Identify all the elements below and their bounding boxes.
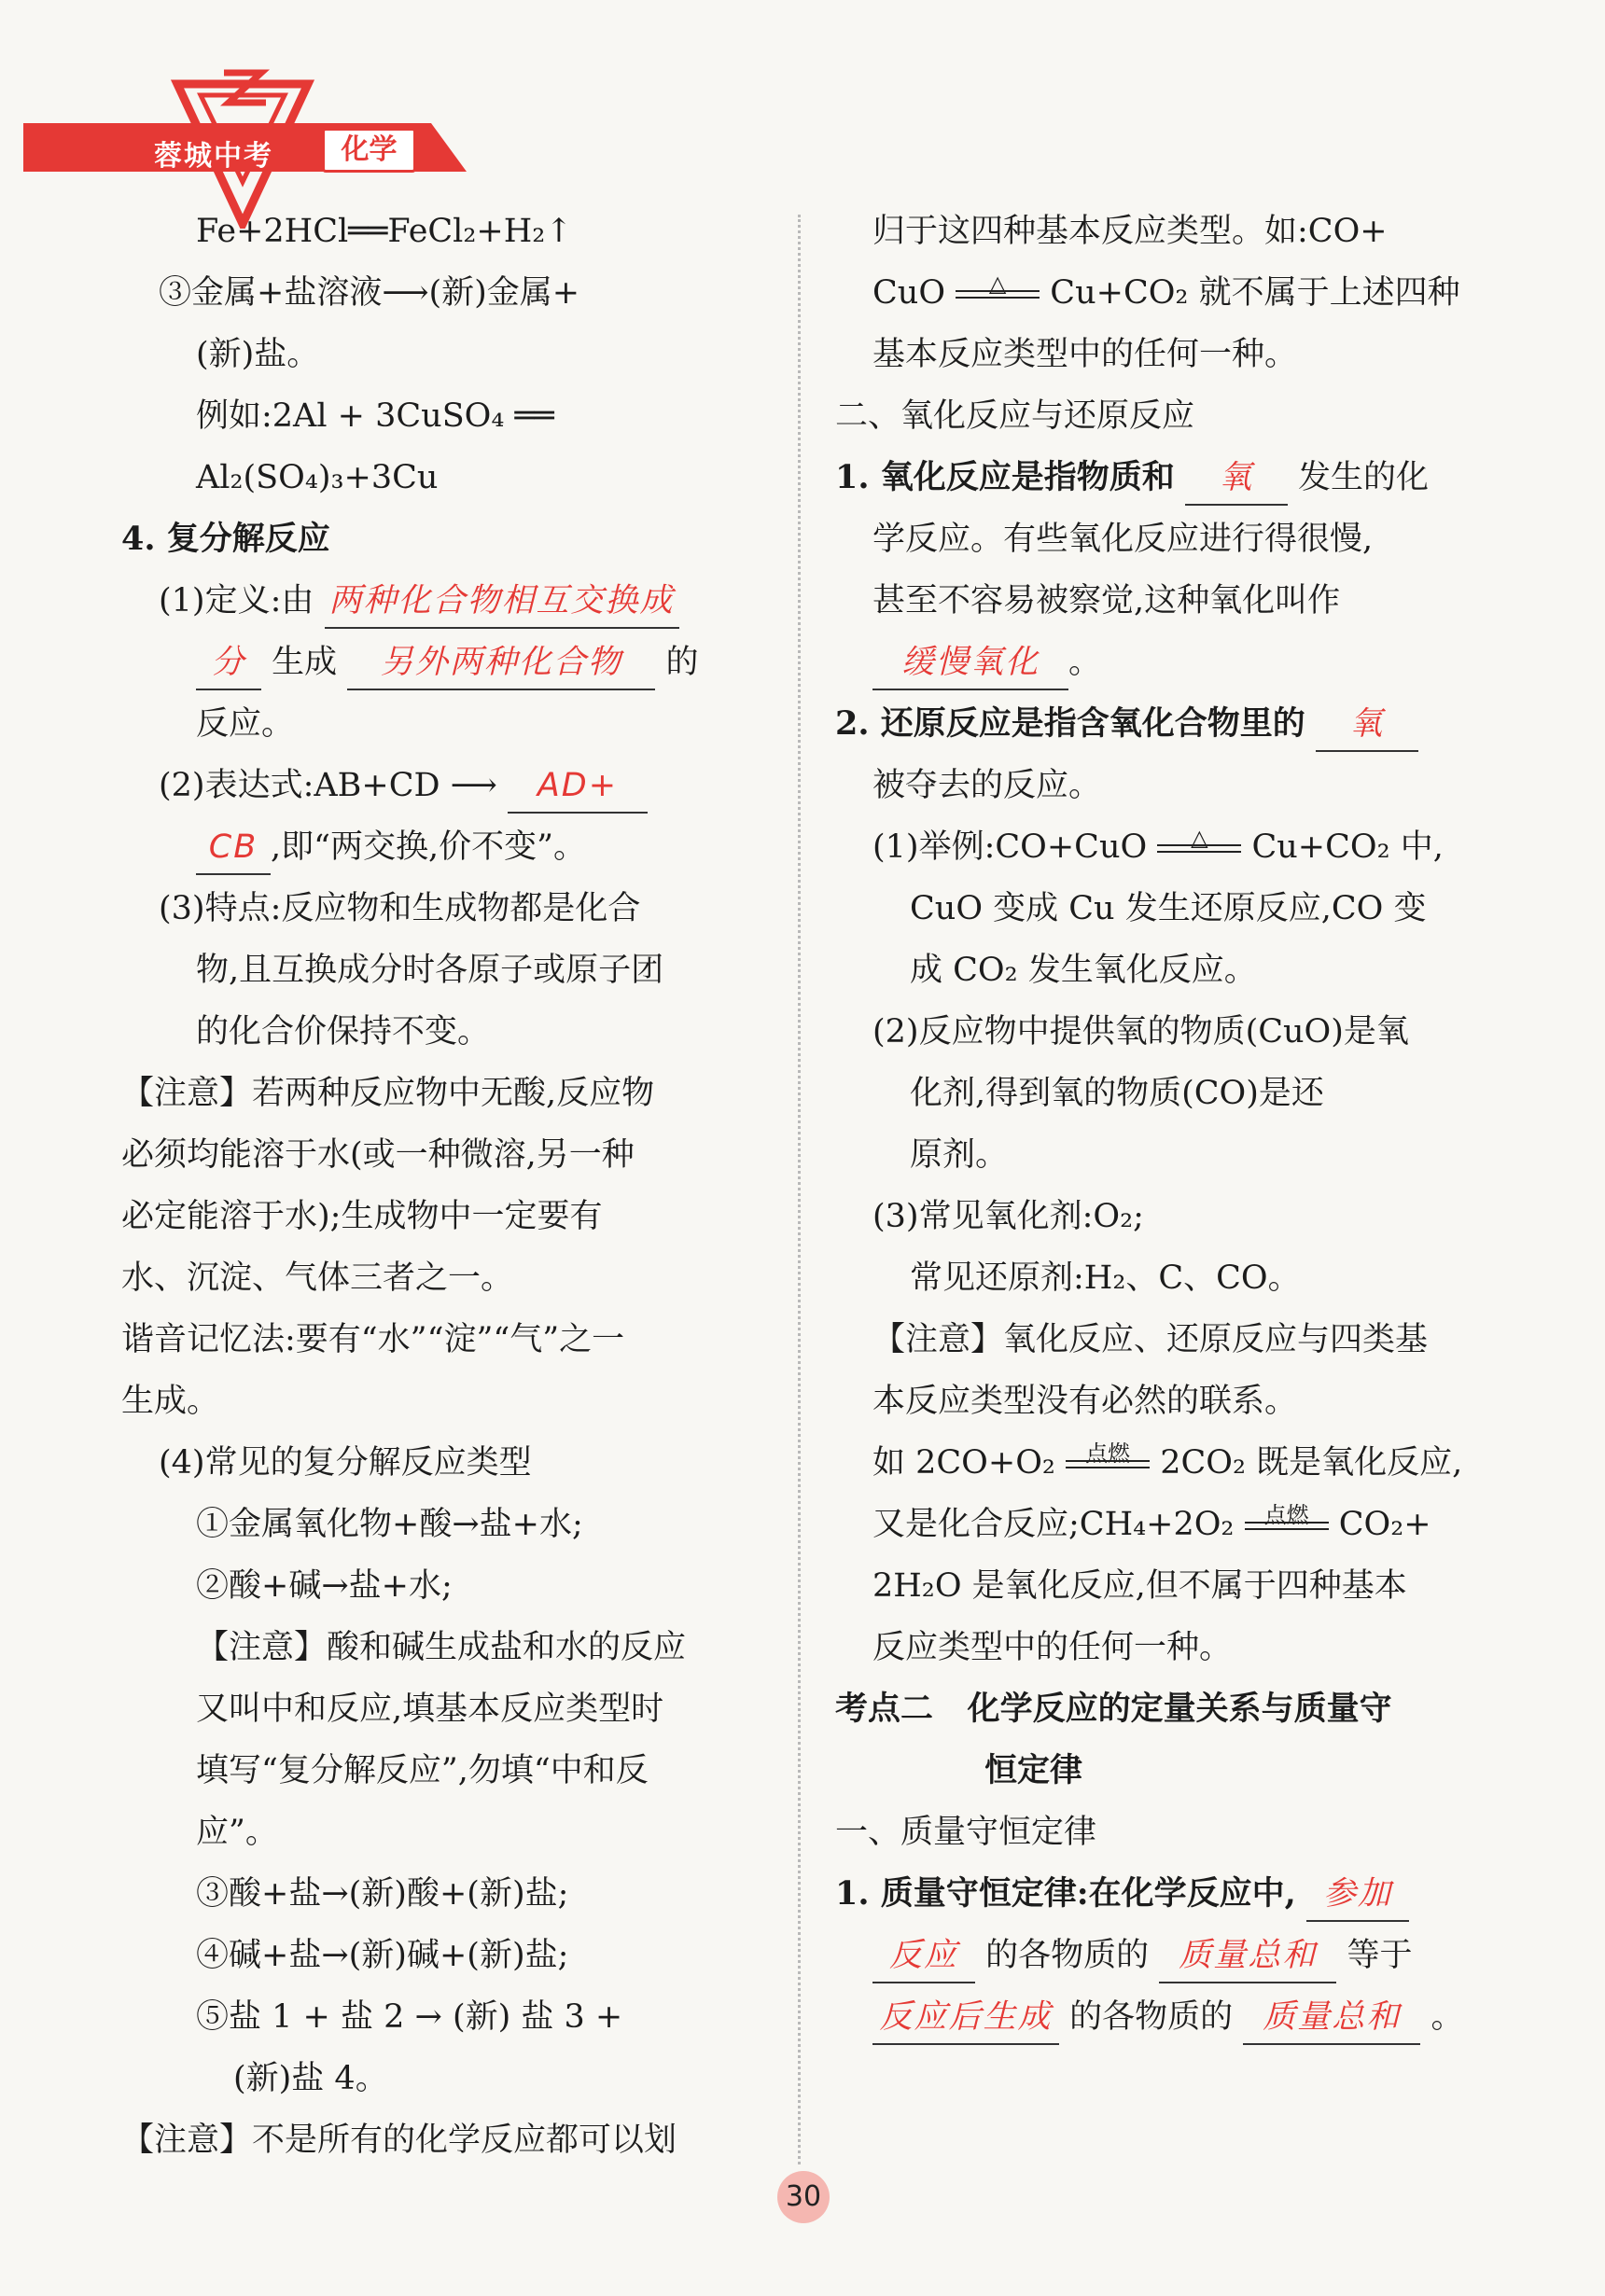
answer-blank: CB bbox=[196, 821, 271, 875]
list-item: (新)盐 4。 bbox=[233, 2060, 388, 2097]
list-item: ②酸+碱→盐+水; bbox=[196, 1567, 453, 1605]
definition-line: 1. 氧化反应是指物质和 氧 发生的化 bbox=[835, 447, 1470, 508]
exam-point-heading: 恒定律 bbox=[984, 1752, 1083, 1789]
answer-blank: AD+ bbox=[508, 759, 648, 814]
answer-line: 缓慢氧化 。 bbox=[835, 632, 1470, 693]
equation-line: (1)举例:CO+CuO △ Cu+CO₂ 中, bbox=[872, 824, 1444, 866]
list-item: ①金属氧化物+酸→盐+水; bbox=[196, 1506, 583, 1543]
section-heading: 一、质量守恒定律 bbox=[835, 1814, 1097, 1851]
note-line: 【注意】酸和碱生成盐和水的反应 bbox=[196, 1629, 687, 1666]
text-line: 物,且互换成分时各原子或原子团 bbox=[196, 952, 664, 989]
equation-line: Al₂(SO₄)₃+3Cu bbox=[196, 459, 439, 496]
text-line: (4)常见的复分解反应类型 bbox=[159, 1444, 532, 1482]
answer-blank: 参加 bbox=[1306, 1868, 1409, 1922]
equation-line: CuO △ Cu+CO₂ 就不属于上述四种 bbox=[872, 270, 1460, 312]
page-number: 30 bbox=[777, 2171, 830, 2223]
definition-line: 2. 还原反应是指含氧化合物里的 氧 bbox=[835, 693, 1470, 755]
reaction-condition-arrow: △ bbox=[956, 281, 1040, 309]
text-line: 化剂,得到氧的物质(CO)是还 bbox=[910, 1075, 1324, 1112]
subject-tag: 化学 bbox=[322, 128, 416, 173]
text-line: 被夺去的反应。 bbox=[872, 767, 1102, 804]
list-item: ④碱+盐→(新)碱+(新)盐; bbox=[196, 1937, 569, 1974]
exam-point-heading: 考点二 化学反应的定量关系与质量守 bbox=[835, 1691, 1392, 1728]
text-line: (2)反应物中提供氧的物质(CuO)是氧 bbox=[872, 1013, 1409, 1051]
note-line: 水、沉淀、气体三者之一。 bbox=[121, 1259, 514, 1297]
reaction-condition-arrow: 点燃 bbox=[1066, 1451, 1150, 1479]
equation-line: Fe+2HCl══FeCl₂+H₂↑ bbox=[196, 213, 573, 250]
answer-blank: 氧 bbox=[1316, 698, 1418, 752]
note-line: 【注意】若两种反应物中无酸,反应物 bbox=[121, 1075, 655, 1112]
reaction-condition-arrow: △ bbox=[1157, 835, 1241, 863]
answer-blank: 反应 bbox=[872, 1929, 975, 1983]
text-line: CuO 变成 Cu 发生还原反应,CO 变 bbox=[910, 890, 1427, 927]
note-line: 应”。 bbox=[196, 1814, 278, 1851]
text-line: 学反应。有些氧化反应进行得很慢, bbox=[872, 521, 1374, 558]
note-line: 必须均能溶于水(或一种微溶,另一种 bbox=[121, 1136, 635, 1174]
text-line: ③金属+盐溶液⟶(新)金属+ bbox=[159, 274, 580, 312]
note-line: 【注意】不是所有的化学反应都可以划 bbox=[121, 2122, 677, 2159]
text-line: (3)特点:反应物和生成物都是化合 bbox=[159, 890, 641, 927]
definition-line: (1)定义:由 两种化合物相互交换成 bbox=[159, 570, 775, 632]
section-heading: 二、氧化反应与还原反应 bbox=[835, 397, 1195, 435]
brand-title: 蓉城中考 bbox=[154, 140, 273, 173]
expression-line: (2)表达式:AB+CD ⟶ AD+ bbox=[159, 755, 775, 816]
answer-blank: 两种化合物相互交换成 bbox=[325, 575, 679, 629]
right-column bbox=[835, 201, 1470, 2048]
text-line: 甚至不容易被察觉,这种氧化叫作 bbox=[872, 582, 1341, 619]
text-line: 反应。 bbox=[196, 705, 295, 743]
text-line: 归于这四种基本反应类型。如:CO+ bbox=[872, 213, 1388, 250]
answer-blank: 缓慢氧化 bbox=[872, 636, 1068, 690]
text-line: 2H₂O 是氧化反应,但不属于四种基本 bbox=[872, 1567, 1407, 1605]
answer-blank: 氧 bbox=[1185, 452, 1288, 506]
text-line: (新)盐。 bbox=[196, 336, 320, 373]
memory-tip: 生成。 bbox=[121, 1383, 220, 1420]
definition-line: 反应 的各物质的 质量总和 等于 bbox=[835, 1925, 1470, 1986]
memory-tip: 谐音记忆法:要有“水”“淀”“气”之一 bbox=[121, 1321, 625, 1358]
column-divider bbox=[798, 215, 801, 2164]
answer-blank: 反应后生成 bbox=[872, 1991, 1059, 2045]
note-line: 【注意】氧化反应、还原反应与四类基 bbox=[872, 1321, 1429, 1358]
section-heading: 4. 复分解反应 bbox=[121, 520, 330, 558]
equation-line: 又是化合反应;CH₄+2O₂ 点燃 CO₂+ bbox=[872, 1501, 1431, 1543]
equation-line: 如 2CO+O₂ 点燃 2CO₂ 既是氧化反应, bbox=[872, 1440, 1463, 1482]
text-line: (3)常见氧化剂:O₂; bbox=[872, 1198, 1144, 1235]
list-item: ③酸+盐→(新)酸+(新)盐; bbox=[196, 1875, 569, 1913]
left-column bbox=[121, 201, 775, 2171]
definition-line: 反应后生成 的各物质的 质量总和 。 bbox=[835, 1986, 1470, 2048]
list-item: ⑤盐 1 + 盐 2 → (新) 盐 3 + bbox=[196, 1998, 623, 2036]
text-line: 例如:2Al + 3CuSO₄ ══ bbox=[196, 397, 554, 435]
text-line: 基本反应类型中的任何一种。 bbox=[872, 336, 1298, 373]
answer-blank: 质量总和 bbox=[1159, 1929, 1336, 1983]
text-line: 常见还原剂:H₂、C、CO。 bbox=[910, 1259, 1301, 1297]
text-line: 反应类型中的任何一种。 bbox=[872, 1629, 1233, 1666]
text-line: 成 CO₂ 发生氧化反应。 bbox=[910, 952, 1257, 989]
note-line: 本反应类型没有必然的联系。 bbox=[872, 1383, 1298, 1420]
reaction-condition-arrow: 点燃 bbox=[1245, 1512, 1329, 1540]
text-line: 原剂。 bbox=[910, 1136, 1009, 1174]
definition-line: 分 生成 另外两种化合物 的 bbox=[159, 632, 775, 693]
note-line: 又叫中和反应,填基本反应类型时 bbox=[196, 1691, 664, 1728]
note-line: 填写“复分解反应”,勿填“中和反 bbox=[196, 1752, 649, 1789]
definition-line: 1. 质量守恒定律:在化学反应中, 参加 bbox=[835, 1863, 1470, 1925]
answer-blank: 分 bbox=[196, 636, 261, 690]
answer-blank: 另外两种化合物 bbox=[347, 636, 655, 690]
note-line: 必定能溶于水);生成物中一定要有 bbox=[121, 1198, 603, 1235]
answer-blank: 质量总和 bbox=[1243, 1991, 1420, 2045]
expression-line: CB ,即“两交换,价不变”。 bbox=[159, 816, 775, 878]
text-line: 的化合价保持不变。 bbox=[196, 1013, 491, 1051]
